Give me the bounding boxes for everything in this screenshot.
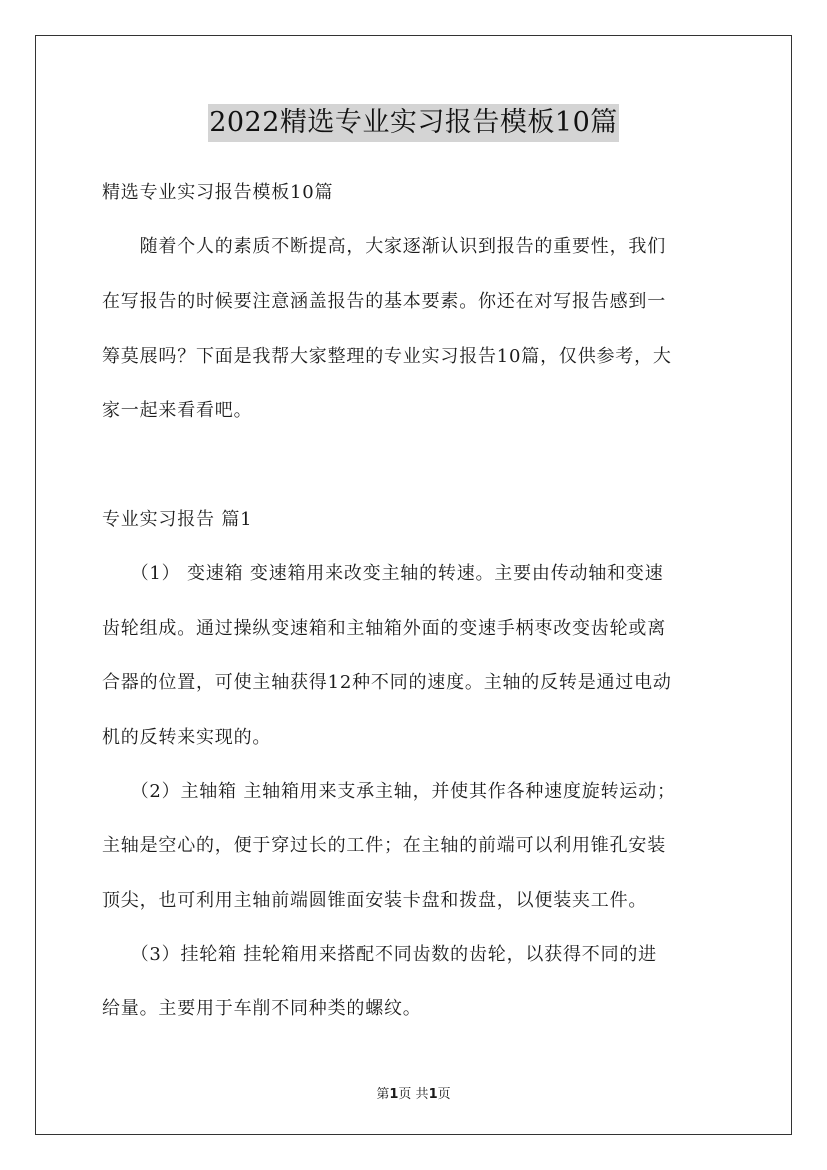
- footer-total-pages: 1: [428, 1087, 438, 1102]
- footer-current-page: 1: [389, 1087, 399, 1102]
- document-subtitle: 精选专业实习报告模板10篇: [102, 182, 334, 203]
- para1-line-1: （1） 变速箱 变速箱用来改变主轴的转速。主要由传动轴和变速: [102, 563, 664, 584]
- footer-prefix: 第: [376, 1087, 390, 1102]
- para3-line-2: 给量。主要用于车削不同种类的螺纹。: [102, 998, 422, 1019]
- para1-line-4: 机的反转来实现的。: [102, 727, 272, 748]
- para2-line-1: （2）主轴箱 主轴箱用来支承主轴，并使其作各种速度旋转运动；: [102, 781, 676, 802]
- para1-line-3: 合器的位置，可使主轴获得12种不同的速度。主轴的反转是通过电动: [102, 672, 672, 693]
- intro-line-3: 筹莫展吗？下面是我帮大家整理的专业实习报告10篇，仅供参考，大: [102, 346, 672, 367]
- para2-line-3: 顶尖，也可利用主轴前端圆锥面安装卡盘和拨盘，以便装夹工件。: [102, 890, 648, 911]
- section-heading: 专业实习报告 篇1: [102, 509, 253, 530]
- page-footer: [0, 1083, 827, 1102]
- title-container: [0, 104, 827, 142]
- para3-line-1: （3）挂轮箱 挂轮箱用来搭配不同齿数的齿轮，以获得不同的进: [102, 944, 657, 965]
- para2-line-2: 主轴是空心的，便于穿过长的工件；在主轴的前端可以利用锥孔安装: [102, 835, 666, 856]
- intro-line-4: 家一起来看看吧。: [102, 400, 253, 421]
- para1-line-2: 齿轮组成。通过操纵变速箱和主轴箱外面的变速手柄枣改变齿轮或离: [102, 618, 666, 639]
- footer-mid: 页 共: [398, 1087, 429, 1102]
- intro-line-2: 在写报告的时候要注意涵盖报告的基本要素。你还在对写报告感到一: [102, 291, 666, 312]
- footer-suffix: 页: [437, 1087, 451, 1102]
- document-title: 2022精选专业实习报告模板10篇: [208, 104, 619, 142]
- intro-line-1: 随着个人的素质不断提高，大家逐渐认识到报告的重要性，我们: [102, 236, 666, 257]
